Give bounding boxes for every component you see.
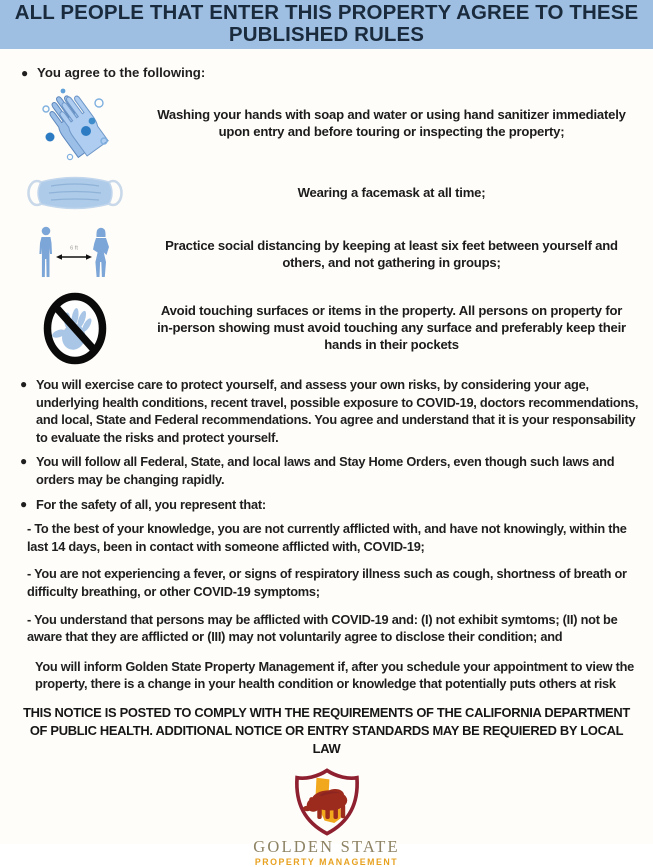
rule-text-social-distancing: Practice social distancing by keeping at least six feet between yourself and others, and not gathering in groups; (165, 237, 618, 270)
closing-paragraph: You will inform Golden State Property Management if, after you schedule your appointment to view the property, there is a change in your health condition or knowledge that potentially puts others at risk (35, 658, 635, 692)
dash-item-knowledge: - To the best of your knowledge, you are not currently afflicted with, and have not knowingly, within the last 14 days, been in contact with someone afflicted with, COVID-19; (27, 521, 627, 554)
rule-row-no-touching (0, 292, 653, 365)
intro-bullet-row (21, 65, 653, 82)
bullet-list (0, 376, 653, 646)
rule-text-washing-hands: Washing your hands with soap and water or using hand sanitizer immediately upon entry and before touring or inspecting the property; (157, 107, 626, 139)
no-touching-icon (43, 292, 107, 365)
bullet-text: You will exercise care to protect yourself, and assess your own risks, by considering your age, underlying health conditions, recent travel, possible exposure to COVID-19, doctors recommendations, and local, State and Federal recommendations. You agree and understand that it is your responsability to evaluate the risks and protect yourself. (36, 377, 639, 445)
bullet-safety-represent (0, 496, 653, 514)
intro-bullet-text: You agree to the following: (37, 65, 206, 80)
bullet-marker: ● (20, 377, 27, 391)
rule-row-social-distancing (0, 226, 653, 283)
bullet-marker: ● (20, 454, 27, 469)
logo-tagline: PROPERTY MANAGEMENT (254, 856, 399, 867)
company-logo (0, 768, 653, 867)
washing-hands-icon (36, 87, 114, 161)
dash-item-understand: - You understand that persons may be afflicted with COVID-19 and: (I) not exhibit symtoms; (II) not be aware that they are afflicted or (III) may not voluntarily agree to disclose their condition; and (27, 611, 618, 645)
bullet-follow-laws (0, 453, 653, 488)
golden-state-shield-icon (292, 768, 362, 836)
bullet-text: For the safety of all, you represent that: (36, 496, 266, 512)
header-banner (0, 0, 653, 49)
facemask-icon (27, 172, 123, 214)
page-title: ALL PEOPLE THAT ENTER THIS PROPERTY AGREE TO THESE PUBLISHED RULES (14, 1, 639, 46)
six-feet-label: 6 ft (70, 245, 78, 252)
bullet-text: You will follow all Federal, State, and local laws and Stay Home Orders, even though such laws and orders may be changing rapidly. (36, 454, 615, 487)
rule-row-washing-hands (0, 87, 653, 161)
dash-item-fever: - You are not experiencing a fever, or signs of respiratory illness such as cough, shortness of breath or difficulty breathing, or other COVID-19 symptoms; (27, 566, 627, 599)
rule-row-facemask (0, 172, 653, 214)
rule-text-no-touching: Avoid touching surfaces or items in the property. All persons on property for in-person showing must avoid touching any surface and preferably keep their hands in their pockets (157, 303, 626, 352)
social-distancing-icon (32, 226, 118, 283)
bullet-exercise-care (0, 376, 653, 446)
compliance-notice: THIS NOTICE IS POSTED TO COMPLY WITH THE REQUIREMENTS OF THE CALIFORNIA DEPARTMENT OF PUBLIC HEALTH. ADDITIONAL NOTICE OR ENTRY STANDARDS MAY BE REQUIERED BY LOCAL LAW (23, 704, 630, 756)
rule-text-facemask: Wearing a facemask at all time; (297, 184, 486, 200)
bullet-marker: ● (21, 66, 29, 80)
logo-company-name: GOLDEN STATE (253, 836, 400, 856)
bullet-marker: ● (20, 496, 27, 511)
